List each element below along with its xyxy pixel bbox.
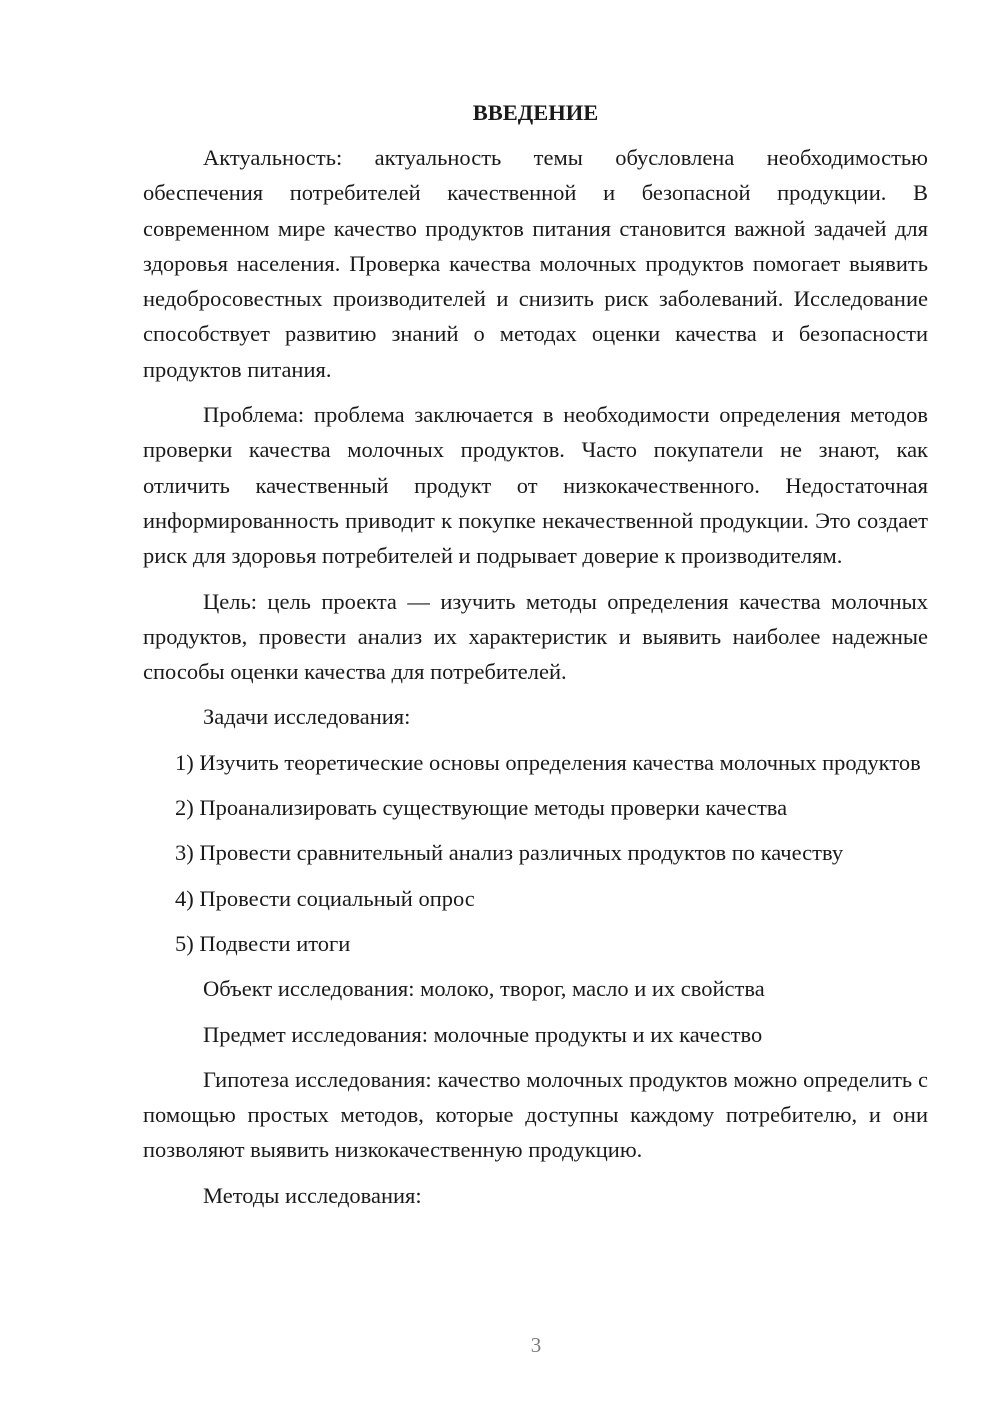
- paragraph-hypothesis: Гипотеза исследования: качество молочных продуктов можно определить с помощью простых методов, которые доступны каждому потребителю, и они позволяют выявить низкокачественную продукцию.: [143, 1066, 928, 1163]
- section-title: ВВЕДЕНИЕ: [472, 100, 599, 125]
- task-item-3: 3) Провести сравнительный анализ различных продуктов по качеству: [175, 840, 844, 866]
- tasks-heading: Задачи исследования:: [203, 704, 411, 730]
- paragraph-subject: Предмет исследования: молочные продукты и их качество: [203, 1021, 763, 1047]
- paragraph-relevance: Актуальность: актуальность темы обусловлена необходимостью обеспечения потребителей качественной и безопасной продукции. В современном мире качество продуктов питания становится важной задачей для здоровья населения. Проверка качества молочных продуктов помогает выявить недобросовестных производителей и снизить риск заболеваний. Исследование способствует развитию знаний о методах оценки качества и безопасности продуктов питания.: [143, 145, 928, 382]
- page-content: [143, 95, 928, 1223]
- task-item-1: 1) Изучить теоретические основы определения качества молочных продуктов: [175, 749, 921, 775]
- page-number: 3: [530, 1333, 542, 1357]
- task-item-4: 4) Провести социальный опрос: [175, 885, 475, 911]
- task-item-2: 2) Проанализировать существующие методы проверки качества: [175, 795, 788, 821]
- paragraph-goal: Цель: цель проекта — изучить методы определения качества молочных продуктов, провести анализ их характеристик и выявить наиболее надежные способы оценки качества для потребителей.: [143, 588, 928, 685]
- methods-heading: Методы исследования:: [203, 1182, 422, 1208]
- paragraph-problem: Проблема: проблема заключается в необходимости определения методов проверки качества молочных продуктов. Часто покупатели не знают, как отличить качественный продукт от низкокачественного. Недостаточная информированность приводит к покупке некачественной продукции. Это создает риск для здоровья потребителей и подрывает доверие к производителям.: [143, 402, 928, 569]
- task-item-5: 5) Подвести итоги: [175, 930, 351, 956]
- paragraph-object: Объект исследования: молоко, творог, масло и их свойства: [203, 976, 765, 1002]
